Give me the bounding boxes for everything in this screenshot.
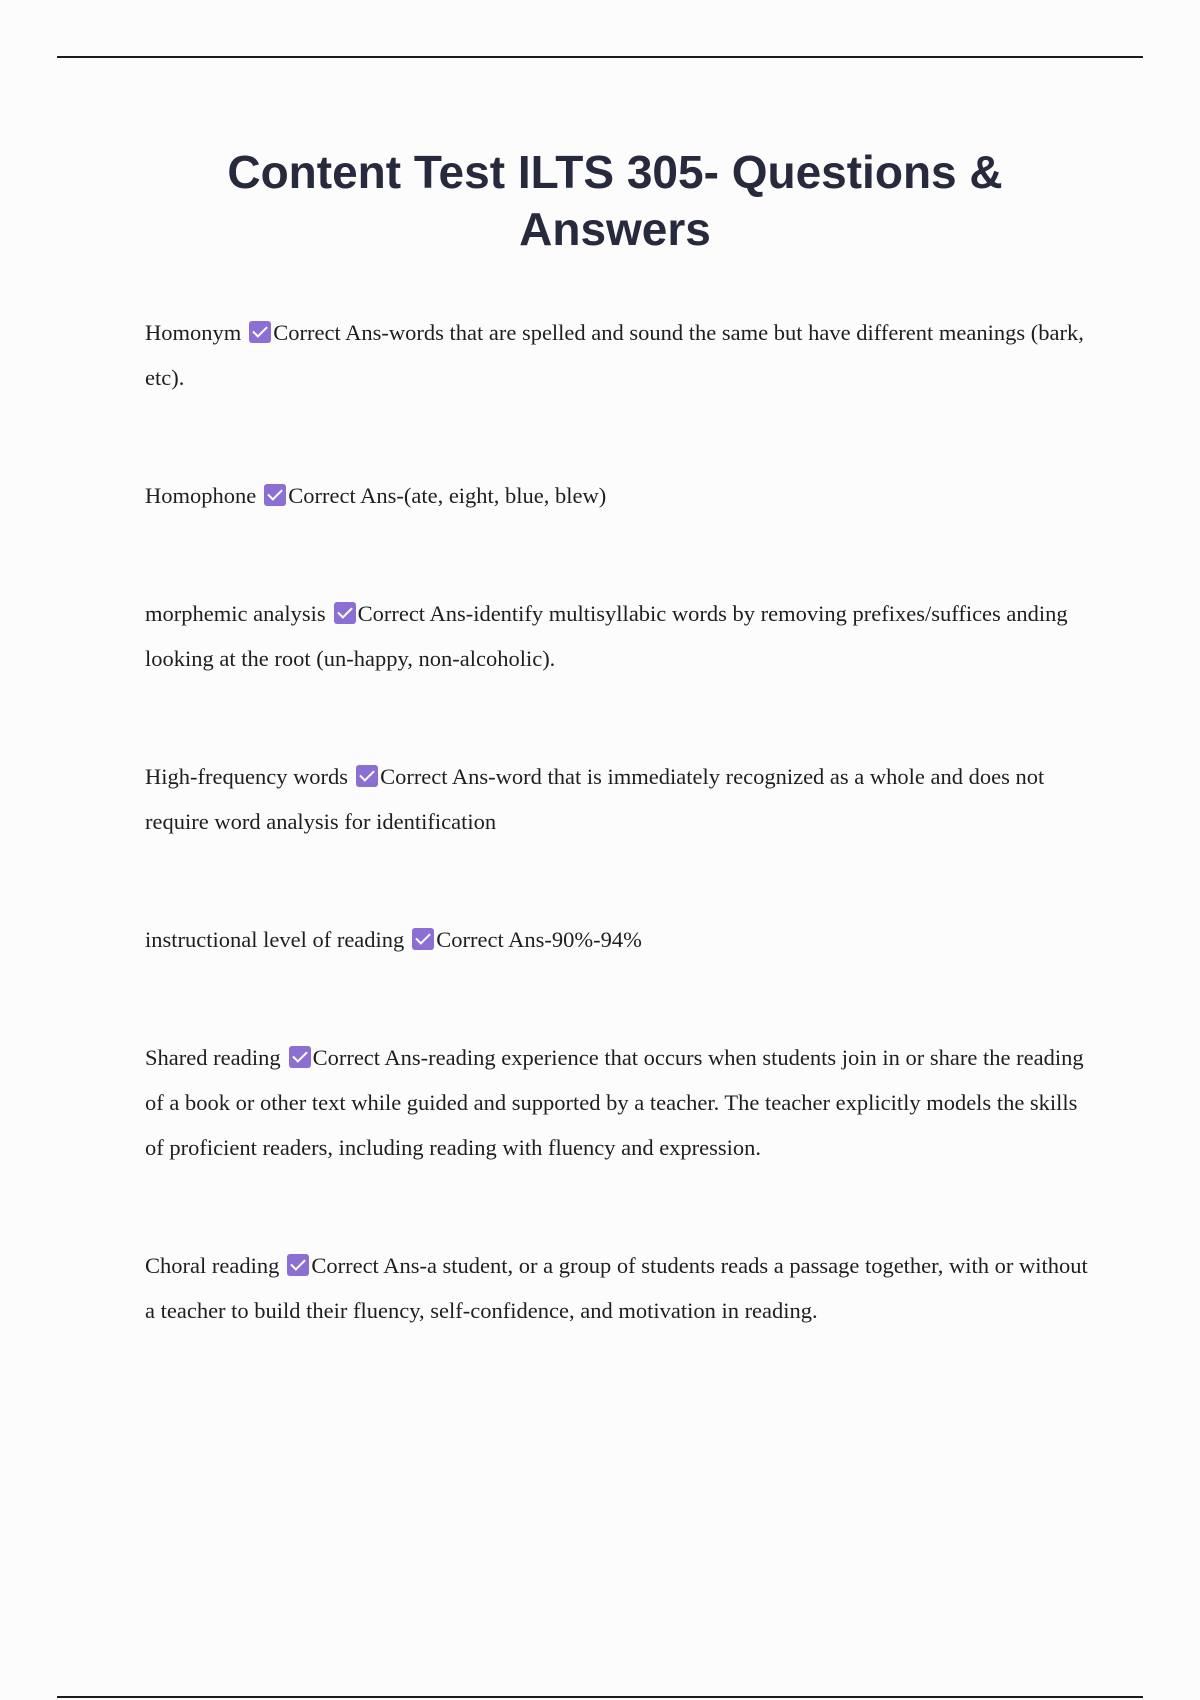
bottom-rule xyxy=(57,1696,1143,1698)
qa-item-instructional-level xyxy=(145,917,1090,962)
qa-answer: Correct Ans-reading experience that occurs when students join in or share the reading of a book or other text while guided and supported by a teacher. The teacher explicitly models the skills of proficient readers, including reading with fluency and expression. xyxy=(145,1045,1084,1160)
qa-answer: Correct Ans-words that are spelled and sound the same but have different meanings (bark, etc). xyxy=(145,320,1084,390)
qa-item-homonym xyxy=(145,310,1090,400)
qa-term: Homophone xyxy=(145,483,257,508)
qa-item-homophone xyxy=(145,473,1090,518)
top-rule xyxy=(57,56,1143,58)
checkbox-checked-icon xyxy=(356,765,378,787)
checkbox-checked-icon xyxy=(334,602,356,624)
qa-answer: Correct Ans-identify multisyllabic words by removing prefixes/suffices anding looking at the root (un-happy, non-alcoholic). xyxy=(145,601,1068,671)
qa-answer: Correct Ans-word that is immediately recognized as a whole and does not require word analysis for identification xyxy=(145,764,1045,834)
qa-item-shared-reading xyxy=(145,1035,1090,1170)
qa-answer: Correct Ans-(ate, eight, blue, blew) xyxy=(288,483,607,508)
checkbox-checked-icon xyxy=(249,321,271,343)
qa-term: Homonym xyxy=(145,320,242,345)
qa-answer: Correct Ans-a student, or a group of students reads a passage together, with or without a teacher to build their fluency, self-confidence, and motivation in reading. xyxy=(145,1253,1088,1323)
qa-term: instructional level of reading xyxy=(145,927,405,952)
qa-term: Shared reading xyxy=(145,1045,281,1070)
checkbox-checked-icon xyxy=(289,1046,311,1068)
checkbox-checked-icon xyxy=(287,1254,309,1276)
qa-answer: Correct Ans-90%-94% xyxy=(436,927,642,952)
qa-item-high-frequency-words xyxy=(145,754,1090,844)
qa-list xyxy=(145,310,1090,1406)
page-title: Content Test ILTS 305- Questions & Answers xyxy=(227,146,1003,255)
checkbox-checked-icon xyxy=(412,928,434,950)
checkbox-checked-icon xyxy=(264,484,286,506)
qa-term: morphemic analysis xyxy=(145,601,326,626)
qa-term: Choral reading xyxy=(145,1253,280,1278)
qa-item-morphemic-analysis xyxy=(145,591,1090,681)
qa-term: High-frequency words xyxy=(145,764,349,789)
qa-item-choral-reading xyxy=(145,1243,1090,1333)
